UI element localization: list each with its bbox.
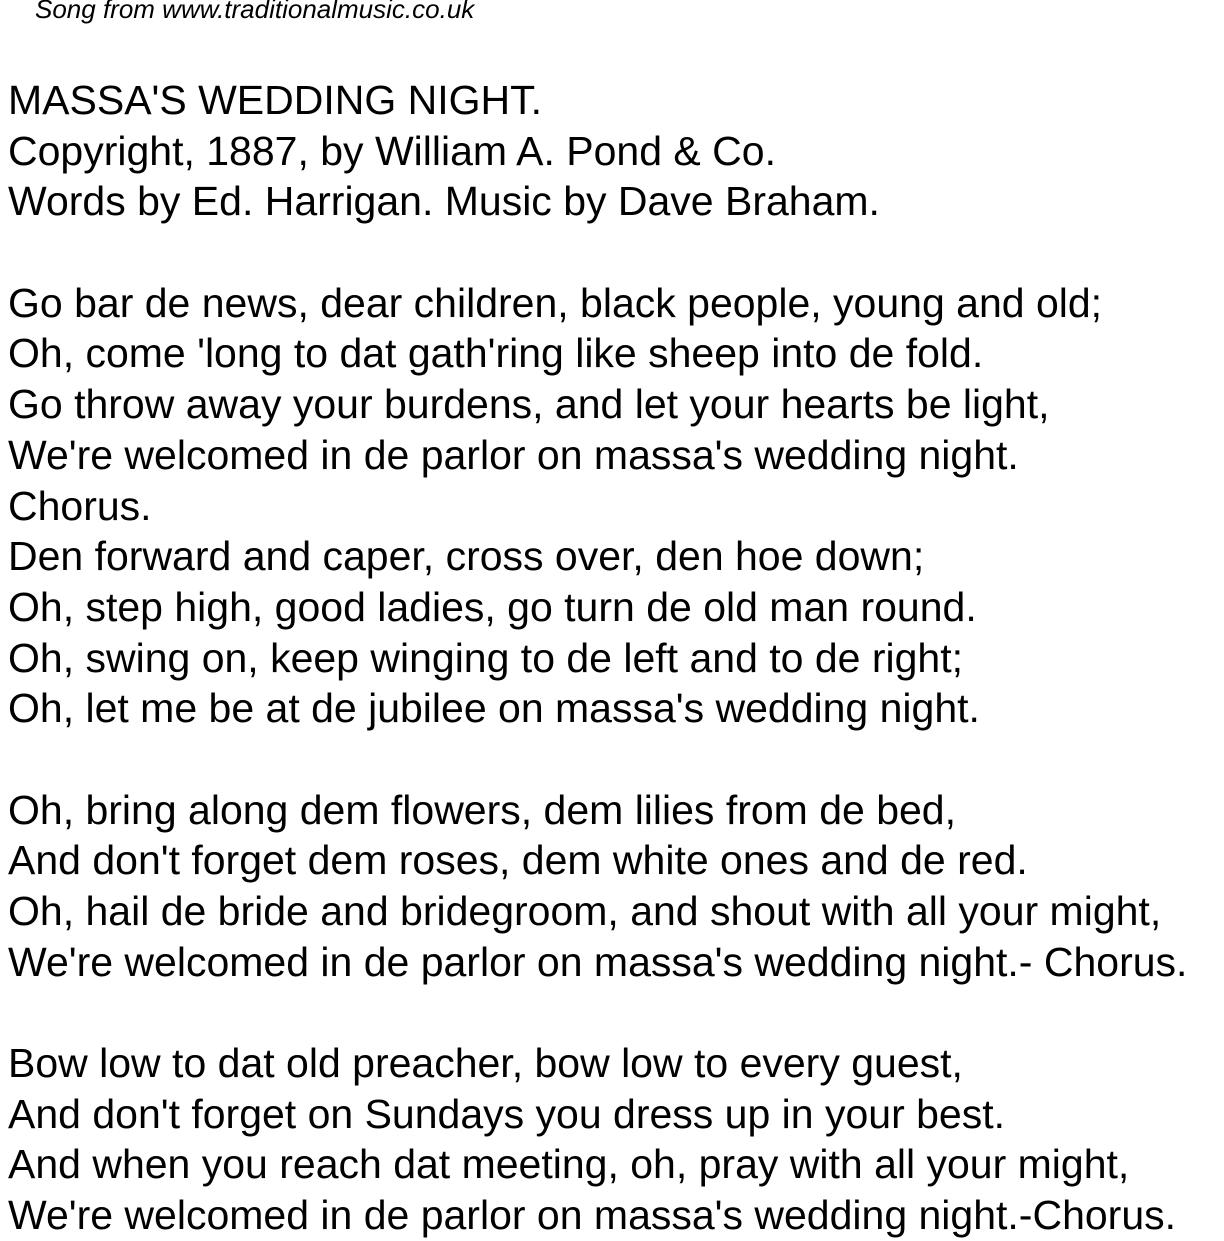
verse-2-line-1: Oh, bring along dem flowers, dem lilies from de bed, [8,786,957,833]
source-credit: Song from www.traditionalmusic.co.uk [35,0,475,24]
song-title: MASSA'S WEDDING NIGHT. [8,77,543,123]
song-document [8,75,1224,1241]
chorus-line-4: Oh, let me be at de jubilee on massa's wedding night. [8,685,980,732]
verse-1-line-3: Go throw away your burdens, and let your hearts be light, [8,381,1050,428]
credits-line: Words by Ed. Harrigan. Music by Dave Braham. [8,178,880,225]
spacer [8,227,1224,278]
chorus-line-1: Den forward and caper, cross over, den hoe down; [8,533,925,580]
verse-3-line-1: Bow low to dat old preacher, bow low to every guest, [8,1040,963,1087]
chorus-label: Chorus. [8,482,152,529]
verse-1-line-2: Oh, come 'long to dat gath'ring like sheep into de fold. [8,330,984,377]
spacer [8,734,1224,785]
verse-3-line-3: And when you reach dat meeting, oh, pray with all your might, [8,1141,1130,1188]
verse-3-line-4: We're welcomed in de parlor on massa's wedding night.-Chorus. [8,1192,1177,1239]
verse-3-line-2: And don't forget on Sundays you dress up in your best. [8,1090,1006,1137]
verse-2-line-2: And don't forget dem roses, dem white ones and de red. [8,837,1028,884]
verse-2-line-4: We're welcomed in de parlor on massa's wedding night.- Chorus. [8,938,1188,985]
chorus-line-2: Oh, step high, good ladies, go turn de old man round. [8,583,977,630]
verse-1-line-1: Go bar de news, dear children, black people, young and old; [8,279,1103,326]
spacer [8,987,1224,1038]
copyright-line: Copyright, 1887, by William A. Pond & Co. [8,127,776,174]
chorus-line-3: Oh, swing on, keep winging to de left and to de right; [8,634,963,681]
verse-2-line-3: Oh, hail de bride and bridegroom, and shout with all your might, [8,888,1162,934]
verse-1-line-4: We're welcomed in de parlor on massa's wedding night. [8,431,1019,478]
